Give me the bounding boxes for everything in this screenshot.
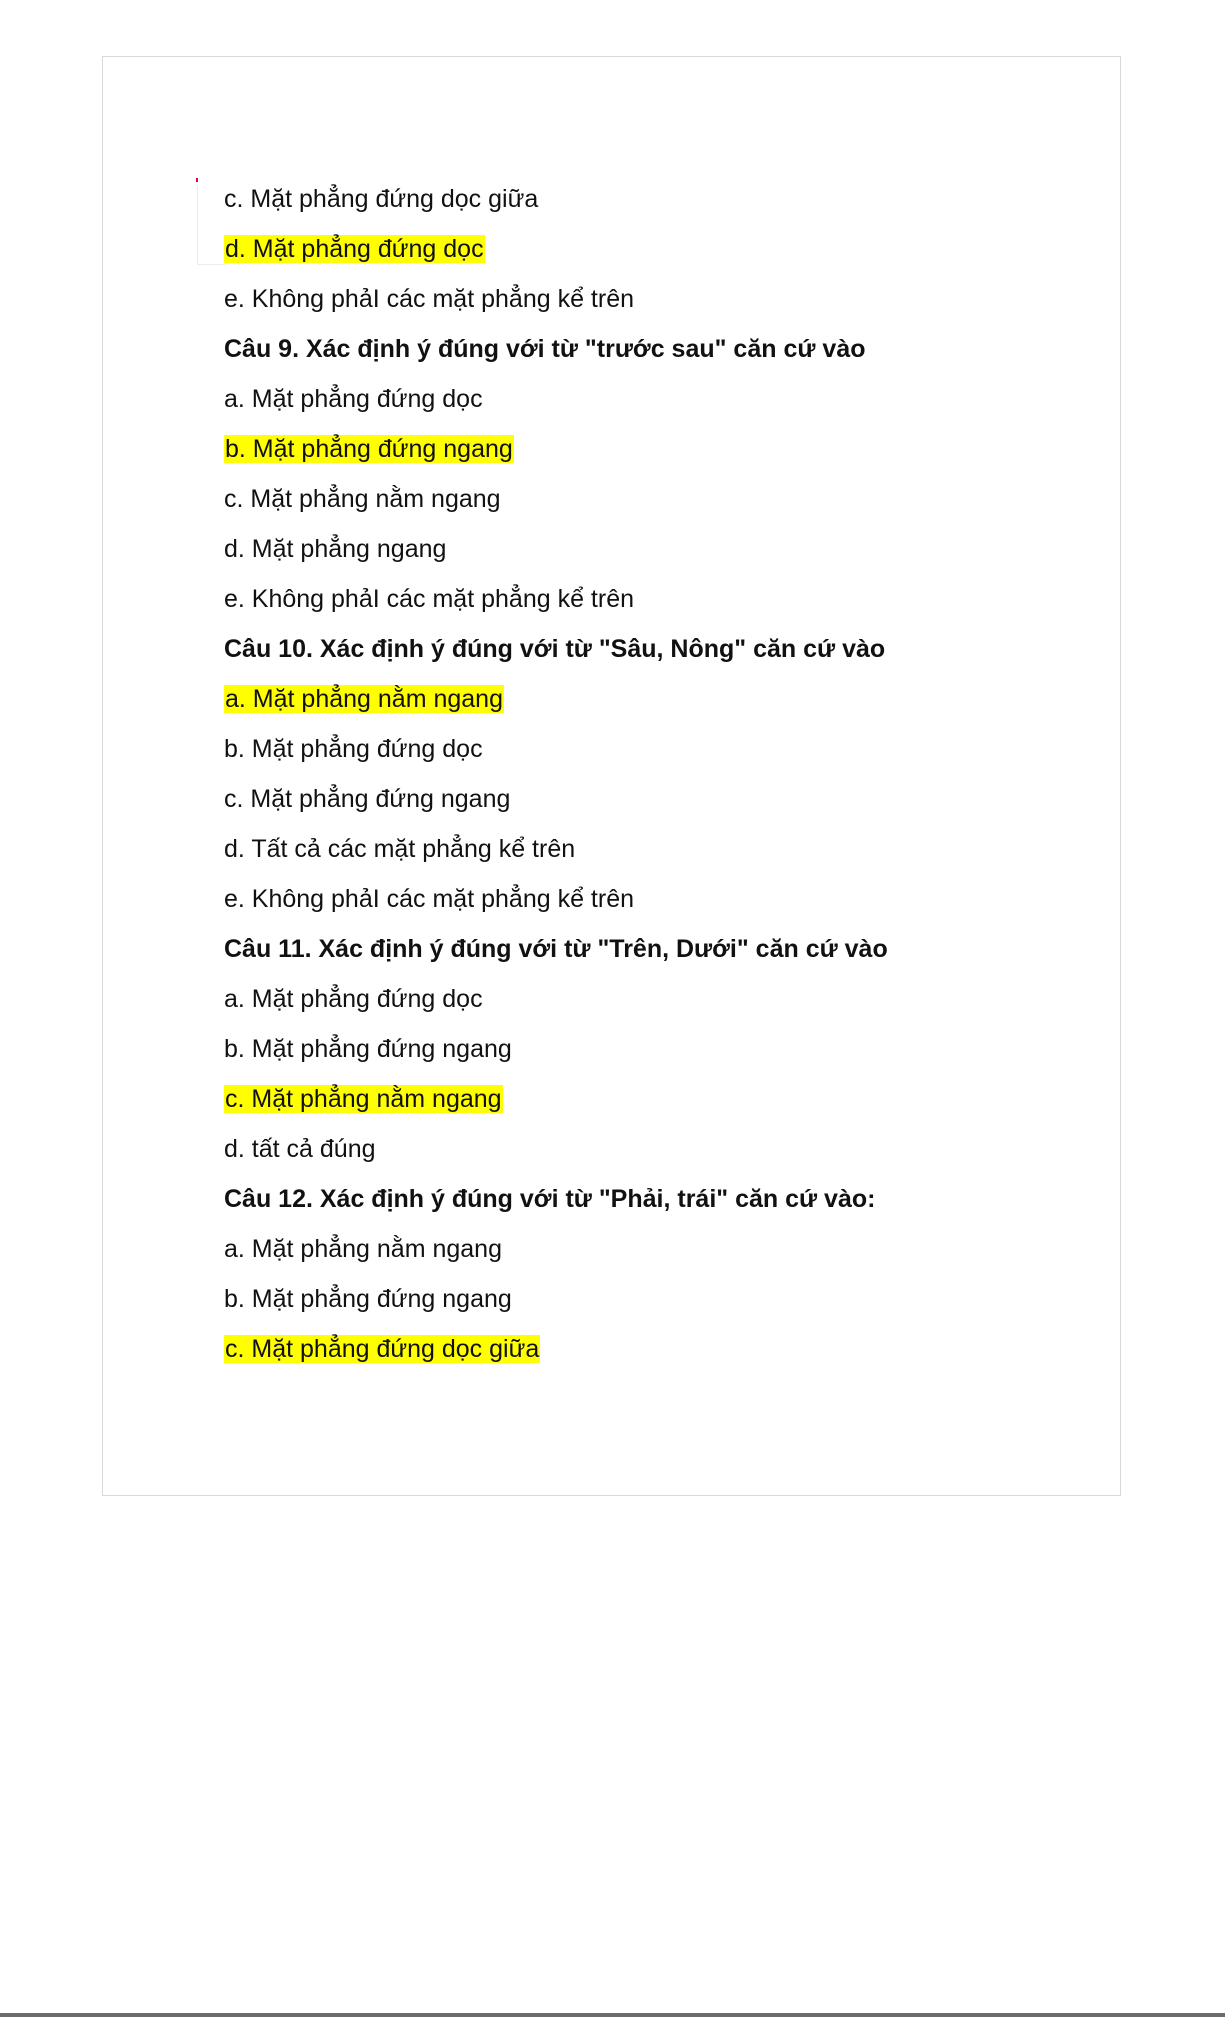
answer-option	[224, 530, 1084, 580]
option-text: a. Mặt phẳng đứng dọc	[224, 985, 483, 1013]
option-text: e. Không phảI các mặt phẳng kể trên	[224, 885, 634, 913]
question-heading	[224, 1180, 1084, 1230]
answer-option	[224, 180, 1084, 230]
answer-option	[224, 580, 1084, 630]
question-heading	[224, 930, 1084, 980]
answer-option	[224, 880, 1084, 930]
answer-option	[224, 380, 1084, 430]
margin-guide	[197, 186, 198, 264]
answer-option	[224, 780, 1084, 830]
change-marker	[196, 178, 198, 182]
answer-option	[224, 280, 1084, 330]
option-text: c. Mặt phẳng nằm ngang	[225, 1085, 502, 1113]
answer-option	[224, 1130, 1084, 1180]
margin-guide-tick	[197, 264, 225, 265]
answer-option-highlighted	[224, 230, 1084, 280]
answer-option	[224, 480, 1084, 530]
option-text: d. tất cả đúng	[224, 1135, 376, 1163]
question-text: Câu 9. Xác định ý đúng với từ "trước sau" căn cứ vào	[224, 335, 866, 363]
question-text: Câu 12. Xác định ý đúng với từ "Phải, trái" căn cứ vào:	[224, 1185, 876, 1213]
question-text: Câu 10. Xác định ý đúng với từ "Sâu, Nông" căn cứ vào	[224, 635, 886, 663]
answer-option-highlighted	[224, 430, 1084, 480]
question-heading	[224, 330, 1084, 380]
answer-option-highlighted	[224, 1330, 1084, 1380]
option-text: b. Mặt phẳng đứng ngang	[224, 1285, 512, 1313]
option-text: a. Mặt phẳng đứng dọc	[224, 385, 483, 413]
option-text: e. Không phảI các mặt phẳng kể trên	[224, 285, 634, 313]
answer-option-highlighted	[224, 1080, 1084, 1130]
option-text: b. Mặt phẳng đứng ngang	[225, 435, 513, 463]
option-text: c. Mặt phẳng đứng dọc giữa	[225, 1335, 540, 1363]
option-text: b. Mặt phẳng đứng ngang	[224, 1035, 512, 1063]
option-text: b. Mặt phẳng đứng dọc	[224, 735, 483, 763]
question-text: Câu 11. Xác định ý đúng với từ "Trên, Dưới" căn cứ vào	[224, 935, 888, 963]
answer-option	[224, 830, 1084, 880]
option-text: a. Mặt phẳng nằm ngang	[224, 1235, 502, 1263]
option-text: e. Không phảI các mặt phẳng kể trên	[224, 585, 634, 613]
option-text: d. Mặt phẳng ngang	[224, 535, 447, 563]
answer-option	[224, 1230, 1084, 1280]
answer-option	[224, 1280, 1084, 1330]
question-heading	[224, 630, 1084, 680]
option-text: a. Mặt phẳng nằm ngang	[225, 685, 503, 713]
answer-option	[224, 730, 1084, 780]
option-text: d. Tất cả các mặt phẳng kể trên	[224, 835, 576, 863]
answer-option	[224, 1030, 1084, 1080]
option-text: c. Mặt phẳng đứng ngang	[224, 785, 511, 813]
bottom-scroll-edge	[0, 2013, 1225, 2017]
option-text: c. Mặt phẳng nằm ngang	[224, 485, 501, 513]
answer-option	[224, 980, 1084, 1030]
option-text: d. Mặt phẳng đứng dọc	[225, 235, 484, 263]
document-body	[224, 180, 1084, 1380]
option-text: c. Mặt phẳng đứng dọc giữa	[224, 185, 539, 213]
answer-option-highlighted	[224, 680, 1084, 730]
